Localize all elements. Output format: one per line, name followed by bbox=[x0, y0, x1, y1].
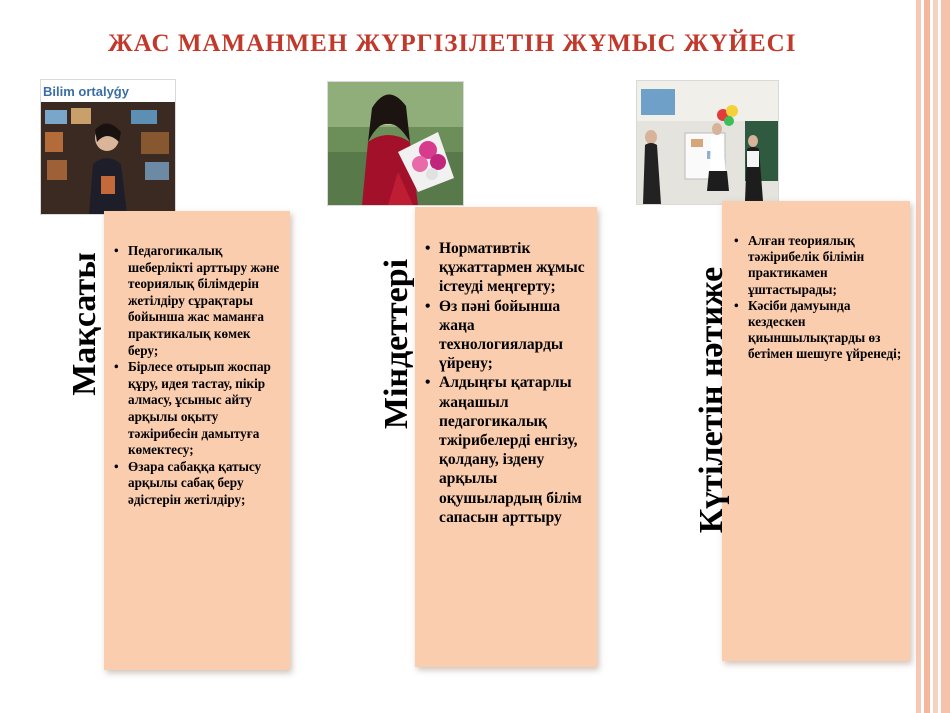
outcomes-box bbox=[722, 201, 910, 661]
page-title: ЖАС МАМАНМЕН ЖҮРГІЗІЛЕТІН ЖҰМЫС ЖҮЙЕСІ bbox=[108, 30, 797, 57]
task-item: • Алдыңғы қатарлы жаңашыл педагогикалық тжірибелерді енгізу, қолдану, іздену арқылы оқушылардың білім сапасын арттыру bbox=[425, 373, 589, 527]
outcome-item: • Кәсіби дамуында кездескен қиыншылықтарды өз бетімен шешуге үйренеді; bbox=[734, 298, 902, 363]
goal-item: • Педагогикалық шеберлікті арттыру және теориялық білімдерін жетілдіру сұрақтары бойынша жас маманға практикалық көмек беру; bbox=[114, 243, 282, 359]
task-item: • Өз пәні бойынша жаңа технологияларды үйрену; bbox=[425, 297, 589, 374]
outcomes-heading: Күтілетін нәтиже bbox=[693, 266, 730, 534]
goals-box bbox=[104, 211, 290, 670]
outcome-item: • Алған теориялық тәжірибелік білімін практикамен ұштастырады; bbox=[734, 233, 902, 298]
store-sign-text: Bilim ortalyǵy bbox=[43, 84, 129, 99]
photo-bilim-ortalygy bbox=[40, 79, 176, 215]
goal-item: • Өзара сабаққа қатысу арқылы сабақ беру әдістерін жетілдіру; bbox=[114, 459, 282, 509]
task-item: • Нормативтік құжаттармен жұмыс істеуді меңгерту; bbox=[425, 239, 589, 297]
tasks-box bbox=[415, 207, 597, 667]
goals-heading: Мақсаты bbox=[66, 252, 103, 396]
tasks-heading: Міндеттері bbox=[378, 258, 415, 430]
decorative-stripes bbox=[912, 0, 950, 713]
photo-teacher-with-flowers bbox=[327, 81, 464, 206]
goal-item: • Бірлесе отырып жоспар құру, идея тастау, пікір алмасу, ұсыныс айту арқылы оқыту тәжірибесін дамытуға көмектесу; bbox=[114, 359, 282, 459]
photo-classroom-presentation bbox=[636, 80, 779, 205]
